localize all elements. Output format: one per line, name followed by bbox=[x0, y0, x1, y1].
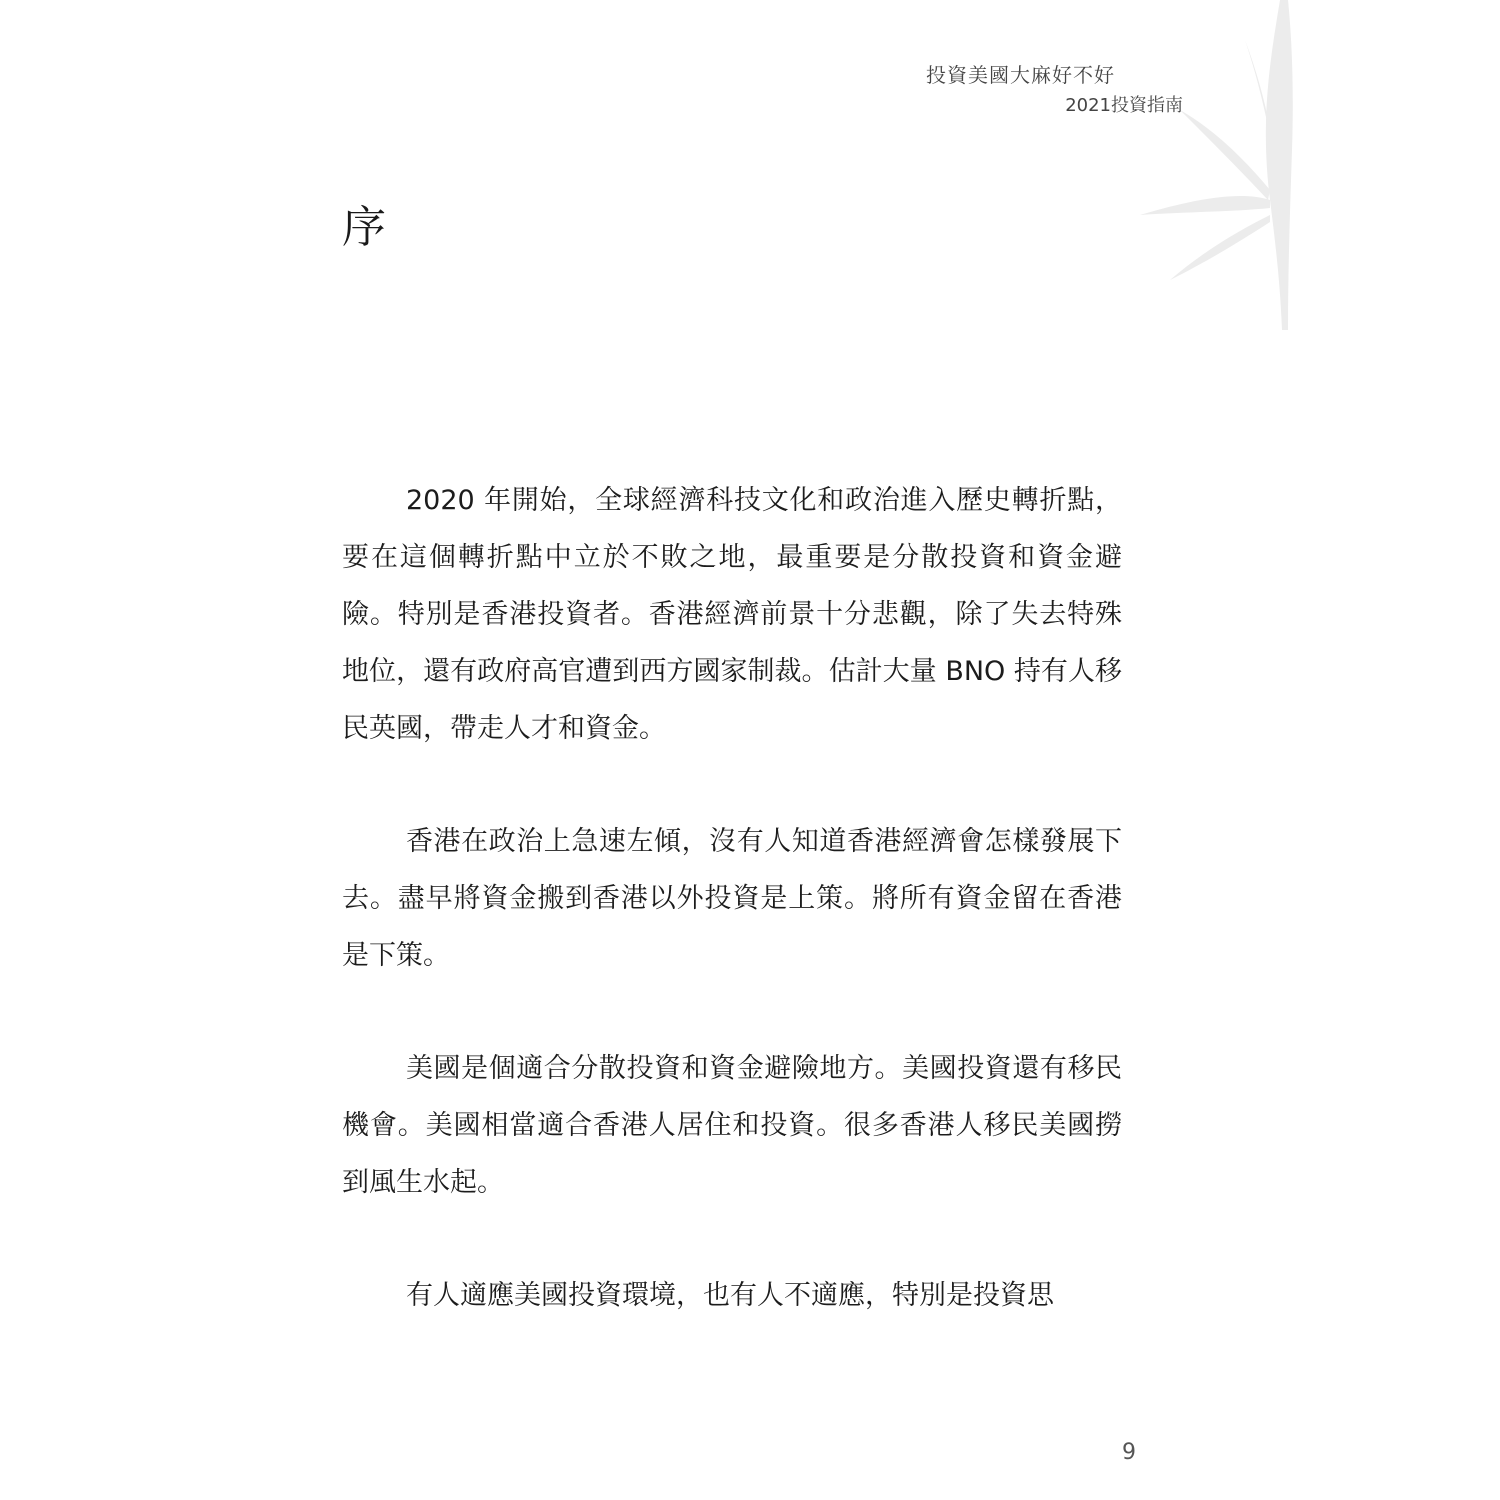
paragraph-1: 2020 年開始，全球經濟科技文化和政治進入歷史轉折點，要在這個轉折點中立於不敗之地，最重要是分散投資和資金避險。特別是香港投資者。香港經濟前景十分悲觀，除了失去特殊地位，還有政府高官遭到西方國家制裁。估計大量 BNO 持有人移民英國，帶走人才和資金。 bbox=[342, 485, 1122, 744]
running-header bbox=[926, 62, 1183, 118]
body-text bbox=[342, 472, 1122, 1380]
section-title: 序 bbox=[342, 202, 386, 253]
header-subtitle: 2021投資指南 bbox=[1065, 95, 1183, 116]
cannabis-leaf-watermark-icon bbox=[1120, 0, 1300, 340]
header-book-title: 投資美國大麻好不好 bbox=[926, 63, 1115, 87]
paragraph-4: 有人適應美國投資環境，也有人不適應，特別是投資思 bbox=[406, 1280, 1054, 1311]
paragraph-2: 香港在政治上急速左傾，沒有人知道香港經濟會怎樣發展下去。盡早將資金搬到香港以外投資是上策。將所有資金留在香港是下策。 bbox=[342, 826, 1122, 971]
paragraph-3: 美國是個適合分散投資和資金避險地方。美國投資還有移民機會。美國相當適合香港人居住和投資。很多香港人移民美國撈到風生水起。 bbox=[342, 1053, 1122, 1198]
page-number: 9 bbox=[1122, 1440, 1136, 1465]
